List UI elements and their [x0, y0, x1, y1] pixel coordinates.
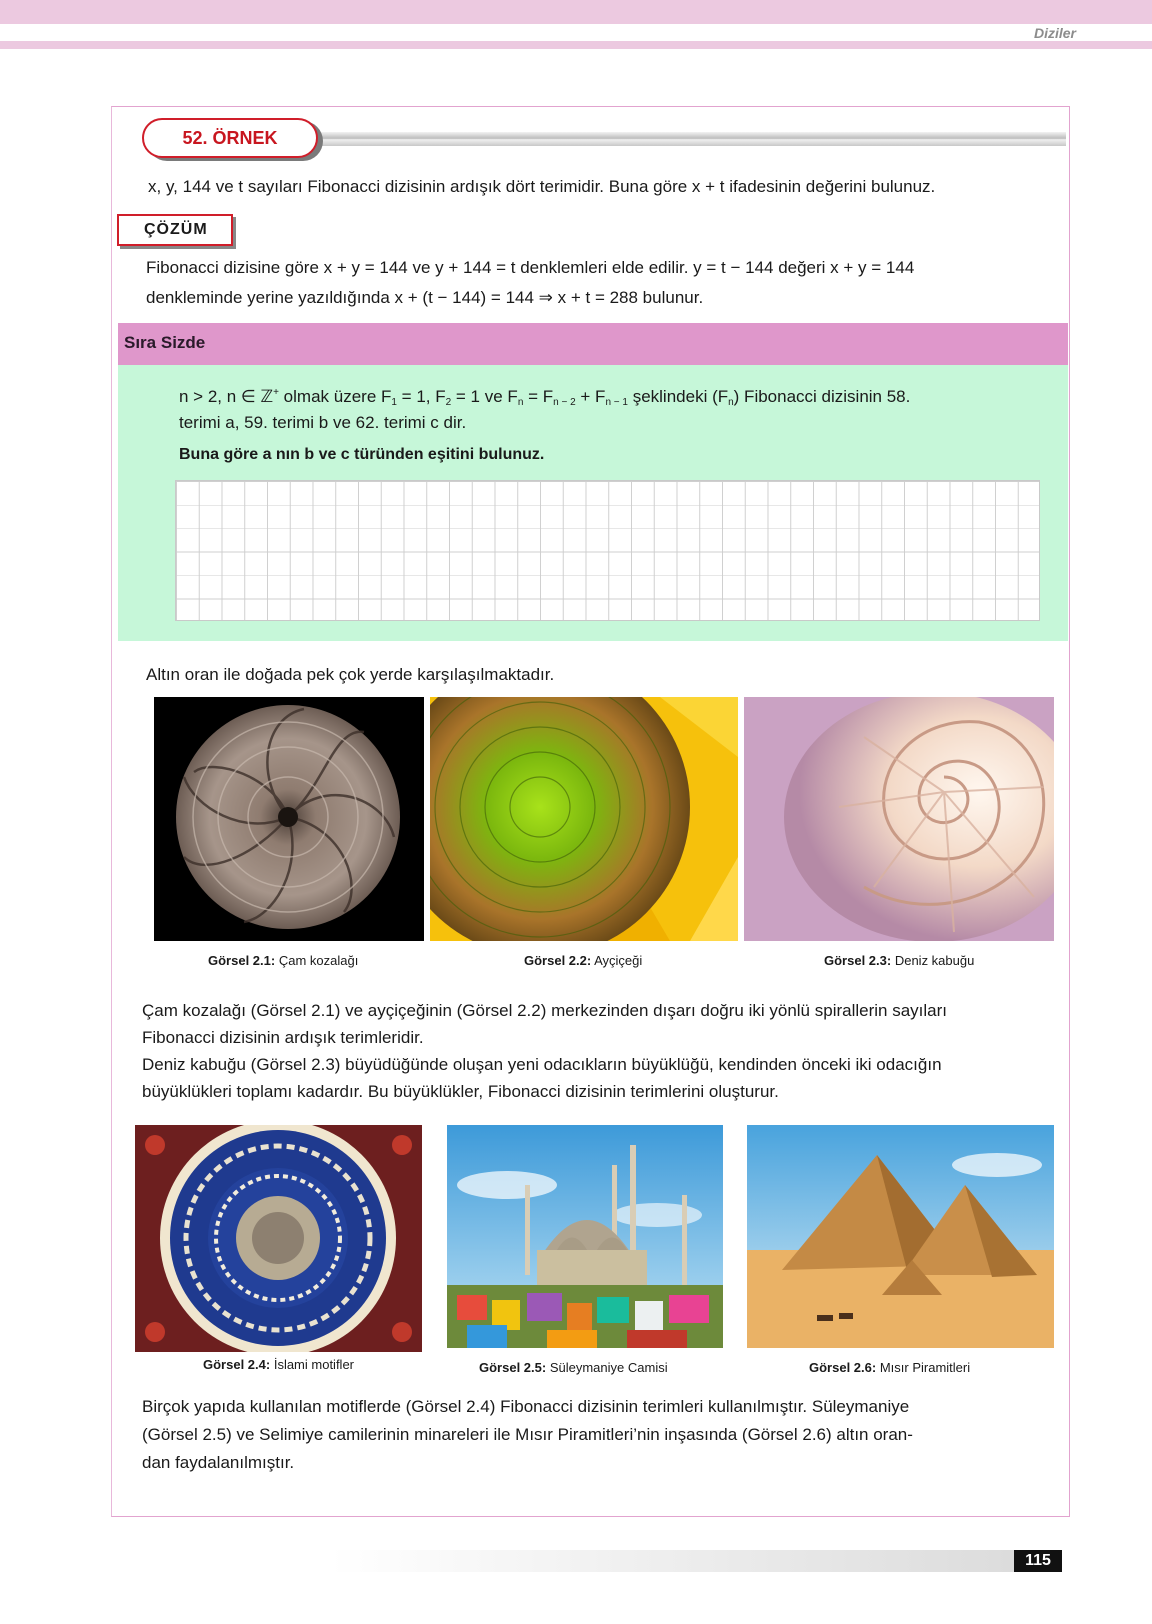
paragraph-1: Çam kozalağı (Görsel 2.1) ve ayçiçeğinin (Görsel 2.2) merkezinden dışarı doğru iki yönlü spirallerin sayıları Fibonacci dizisinin ardışık terimleridir. Deniz kabuğu (Görsel 2.3) büyüdüğünde oluşan yeni odacıkların büyüklüğü, kendinden önceki iki odacığın büyüklükleri toplamı kadardır. Bu büyüklükler, Fibonacci dizisinin terimlerini oluşturur. — [142, 1001, 948, 1101]
example-question: x, y, 144 ve t sayıları Fibonacci dizisinin ardışık dört terimidir. Buna göre x + t ifadesinin değerini bulunuz. — [148, 177, 936, 196]
sira-sizde-title: Sıra Sizde — [124, 333, 206, 352]
islamic-motifs-image — [135, 1125, 422, 1352]
intro-text: Altın oran ile doğada pek çok yerde karşılaşılmaktadır. — [146, 665, 555, 684]
sunflower-image — [430, 697, 738, 941]
example-label — [142, 118, 318, 158]
sira-sizde-header — [118, 323, 1068, 365]
figure-2-3-caption: Görsel 2.3: Deniz kabuğu — [824, 953, 975, 968]
pyramids-image — [747, 1125, 1054, 1348]
solution-line-1: Fibonacci dizisine göre x + y = 144 ve y + 144 = t denklemleri elde edilir. y = t − 144 değeri x + y = 144 — [146, 258, 915, 277]
top-line — [0, 41, 1152, 49]
figure-2-6-caption: Görsel 2.6: Mısır Piramitleri — [809, 1360, 971, 1375]
pinecone-image — [154, 697, 424, 941]
sira-sizde-line-1: n > 2, n ∈ ℤ+ olmak üzere $F_1 = 1$, $F_2 = 1$ ve $F_n = F_{n - 2} + F_{n - 1}$ şeklindeki $(F_n)$ Fibonacci dizisinin 58. — [179, 387, 911, 408]
answer-grid[interactable] — [175, 480, 1040, 621]
chapter-title: Diziler — [1033, 25, 1076, 41]
top-band — [0, 0, 1152, 24]
suleymaniye-mosque-image — [447, 1125, 723, 1348]
figure-2-5-caption: Görsel 2.5: Süleymaniye Camisi — [479, 1360, 668, 1375]
figure-2-1-caption: Görsel 2.1: Çam kozalağı — [208, 953, 359, 968]
sira-sizde-question: Buna göre a nın b ve c türünden eşitini bulunuz. — [179, 446, 545, 463]
solution-label: ÇÖZÜM — [117, 214, 233, 246]
page-number: 115 — [1014, 1550, 1062, 1572]
footer-bar — [330, 1550, 1014, 1572]
example-label-text: 52. ÖRNEK — [182, 127, 278, 148]
figure-2-2-caption: Görsel 2.2: Ayçiçeği — [524, 953, 643, 968]
sira-sizde-line-2: terimi a, 59. terimi b ve 62. terimi c dir. — [179, 413, 467, 432]
seashell-image — [744, 697, 1054, 941]
paragraph-2: Birçok yapıda kullanılan motiflerde (Görsel 2.4) Fibonacci dizisinin terimleri kullanılmıştır. Süleymaniye (Görsel 2.5) ve Selimiye camilerinin minareleri ile Mısır Piramitleri’nin inşasında (Görsel 2.6) altın oran- dan faydalanılmıştır. — [142, 1397, 913, 1472]
solution-line-2: denkleminde yerine yazıldığında x + (t − 144) = 144 ⇒ x + t = 288 bulunur. — [146, 288, 704, 307]
figure-2-4-caption: Görsel 2.4: İslami motifler — [203, 1357, 355, 1372]
